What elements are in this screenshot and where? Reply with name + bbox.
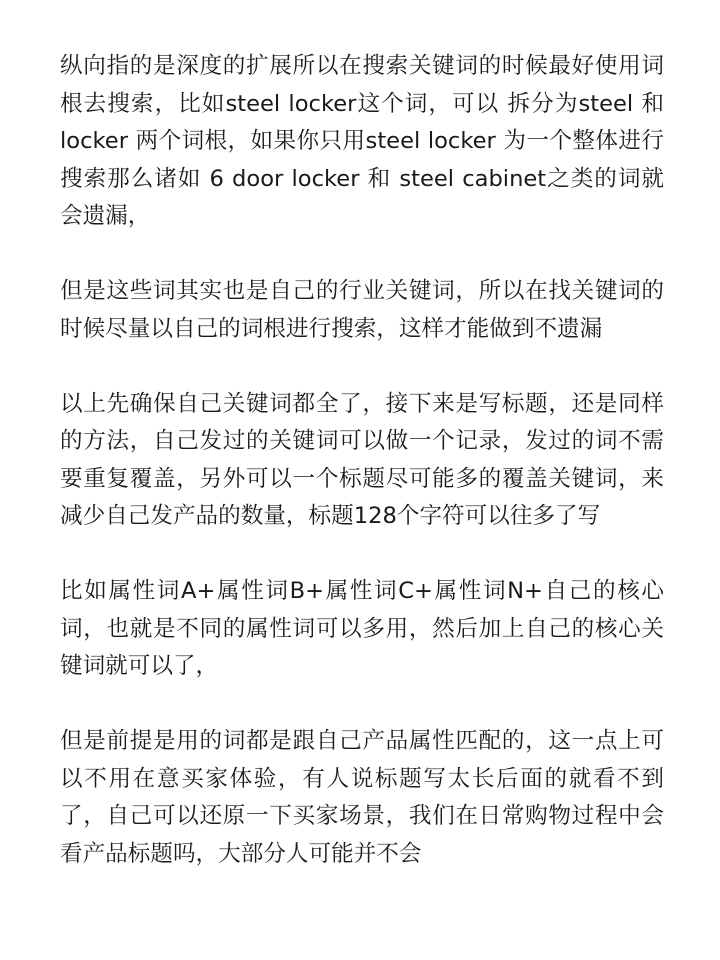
- paragraph-buyer-experience: 但是前提是用的词都是跟自己产品属性匹配的，这一点上可以不用在意买家体验，有人说标题写太长后面的就看不到了，自己可以还原一下买家场景，我们在日常购物过程中会看产品标题吗，大部分人可能并不会: [60, 728, 664, 867]
- paragraph-root-keyword-search: 纵向指的是深度的扩展所以在搜索关键词的时候最好使用词根去搜索，比如steel locker这个词，可以 拆分为steel 和 locker 两个词根，如果你只用steel locker 为一个整体进行搜索那么诸如 6 door locker 和 steel cabinet之类的词就会遗漏，: [60, 53, 664, 229]
- paragraph-industry-keywords: 但是这些词其实也是自己的行业关键词，所以在找关键词的时候尽量以自己的词根进行搜索，这样才能做到不遗漏: [60, 278, 664, 342]
- article-body: [60, 48, 664, 873]
- paragraph-attribute-formula: 比如属性词A+属性词B+属性词C+属性词N+自己的核心词，也就是不同的属性词可以多用，然后加上自己的核心关键词就可以了，: [60, 578, 664, 679]
- paragraph-title-writing: 以上先确保自己关键词都全了，接下来是写标题，还是同样的方法，自己发过的关键词可以做一个记录，发过的词不需要重复覆盖，另外可以一个标题尽可能多的覆盖关键词，来减少自己发产品的数量，标题128个字符可以往多了写: [60, 390, 664, 529]
